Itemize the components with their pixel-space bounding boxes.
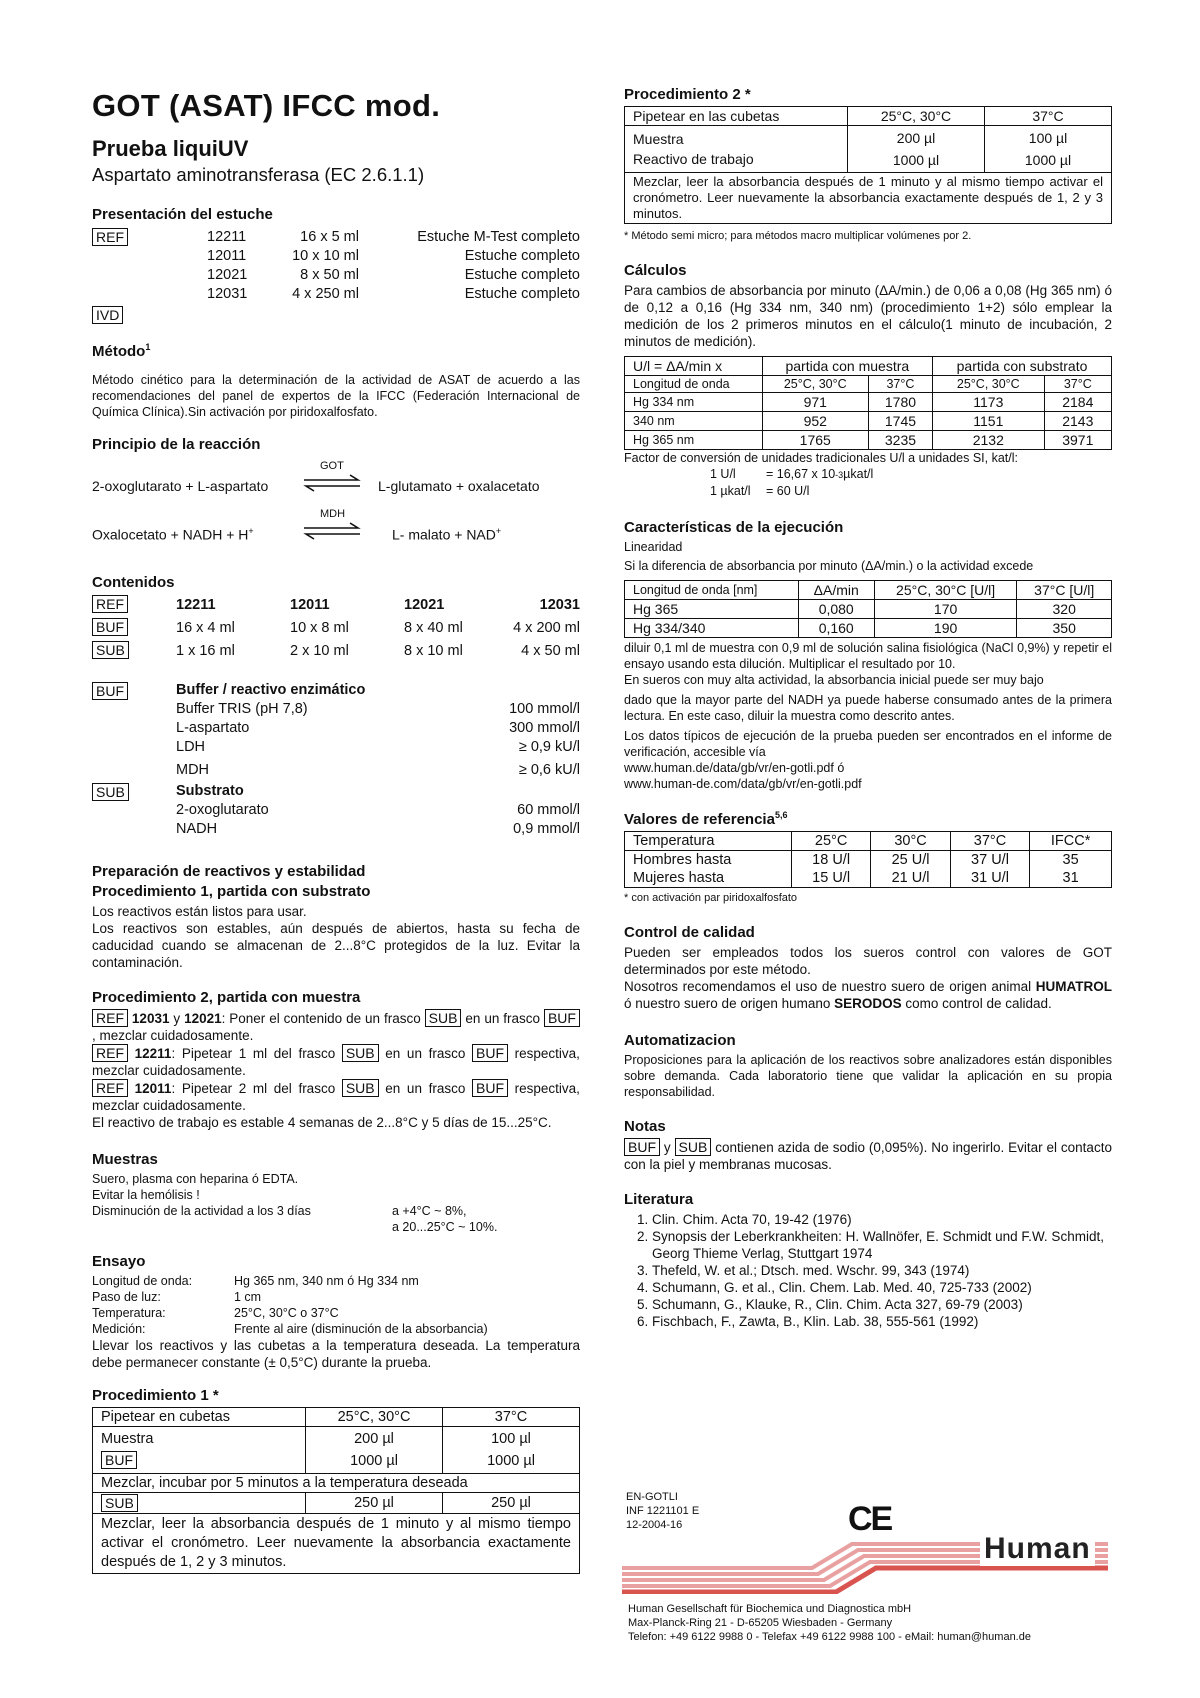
buf-box: BUF [544, 1009, 580, 1027]
cell: 12011 [290, 596, 330, 613]
value: 100 µl [491, 1430, 531, 1447]
buf-title: Buffer / reactivo enzimático [176, 681, 366, 698]
kit-desc: Estuche completo [464, 285, 580, 302]
code: 12011 [134, 1080, 172, 1096]
presentacion-rows [207, 228, 580, 304]
unit: µkat/l [843, 467, 874, 481]
product: HUMATROL [1035, 979, 1112, 994]
th: Temperatura [625, 832, 792, 851]
doc-code: 12-2004-16 [626, 1519, 683, 1531]
th: partida con muestra [762, 357, 932, 376]
url-link[interactable]: www.human-de.com/data/gb/vr/en-gotli.pdf [624, 777, 862, 791]
value: 200 µl [896, 130, 936, 146]
preparacion-heading: Preparación de reactivos y estabilidad [92, 862, 366, 880]
value: 100 µl [1028, 130, 1068, 146]
buf-box: BUF [472, 1079, 508, 1097]
sub-box: SUB [92, 641, 129, 659]
sub-box: SUB [425, 1009, 462, 1027]
address-line: Telefon: +49 6122 9988 0 - Telefax +49 6122 9988 100 - eMail: human@human.de [628, 1631, 1031, 1643]
sub-box: SUB [342, 1044, 379, 1062]
kit-qty: 16 x 5 ml [300, 228, 359, 245]
text: Nosotros recomendamos el uso de nuestro suero de origen animal [624, 979, 1036, 994]
td: 3971 [1044, 431, 1111, 450]
td: 15 U/l [791, 869, 870, 888]
kit-code: 12021 [207, 266, 248, 283]
code: 12021 [184, 1010, 222, 1026]
list-item: 4. Schumann, G. et al., Clin. Chem. Lab. Med. 40, 725-733 (2002) [652, 1279, 1112, 1296]
cell: 10 x 8 ml [290, 619, 349, 636]
td: 1765 [762, 431, 868, 450]
text: en un frasco [385, 1080, 466, 1096]
text: y [173, 1010, 181, 1026]
td: 1173 [933, 393, 1045, 412]
th: Pipetear en cubetas [93, 1407, 306, 1426]
linearidad-table [624, 580, 1112, 638]
metodo-line2: Internacional de Química Clínica).Sin activación por piridoxalfosfato. [92, 388, 581, 419]
doc-code: INF 1221101 E [626, 1505, 700, 1517]
buf-section [92, 681, 580, 780]
reaction2-right-sup: + [495, 525, 502, 536]
reagent-value: 0,9 mmol/l [513, 820, 580, 837]
value: a +4°C ~ 8%, [392, 1203, 467, 1218]
ref-box: REF [92, 1079, 128, 1097]
reaction1-enzyme: GOT [320, 459, 344, 472]
reagent-value: 300 mmol/l [509, 719, 580, 736]
control-p1: Pueden ser empleados todos los sueros control con valores de GOT determinados por este método. [624, 945, 1112, 977]
th: 37°C [U/l] [1017, 581, 1112, 600]
buf-box: BUF [101, 1451, 137, 1469]
reagent-name: 2-oxoglutarato [176, 801, 269, 818]
sub-box: SUB [342, 1079, 379, 1097]
td-final: Mezclar, leer la absorbancia después de 1 minuto y al mismo tiempo activar el cronómetro. Leer nuevamente la absorbancia exactamente después de 1, 2 y 3 minutos. [625, 173, 1112, 224]
sup: -3 [835, 470, 844, 480]
equilibrium-arrow-icon [302, 474, 362, 492]
td: 35 [1030, 851, 1112, 870]
list-item: 2. Synopsis der Leberkrankheiten: H. Wallnöfer, E. Schmidt und F.W. Schmidt, Georg Thieme Verlag, Stuttgart 1974 [652, 1228, 1112, 1262]
td: 340 nm [625, 412, 763, 431]
kit-desc: Estuche completo [464, 247, 580, 264]
url-link[interactable]: www.human.de/data/gb/vr/en-gotli.pdf ó [624, 761, 845, 775]
label: Temperatura: [92, 1305, 166, 1320]
left-column [92, 88, 580, 1574]
preparacion-heading2: Procedimiento 1, partida con substrato [92, 882, 371, 900]
preparacion-p2: Los reactivos son estables, aún después de abiertos, hasta su fecha de caducidad cuando se almacenan de 2...8°C protegidos de la luz. Evitar la contaminación. [92, 920, 580, 970]
th: 37°C [950, 832, 1029, 851]
td: 1780 [868, 393, 932, 412]
td: Hg 334/340 [625, 619, 799, 638]
td: 1151 [933, 412, 1045, 431]
cell: 12031 [539, 596, 580, 613]
referencia-note: * con activación par piridoxalfosfato [624, 892, 798, 904]
text: respectiva, mezclar cuidadosamente. [92, 1045, 580, 1078]
text: ó nuestro suero de origen humano [624, 996, 835, 1011]
value: 1000 µl [892, 152, 940, 168]
td: 18 U/l [791, 851, 870, 870]
value: 1 cm [234, 1289, 262, 1304]
metodo-line1: Método cinético para la determinación de la actividad de ASAT de acuerdo a [92, 372, 558, 387]
code: 12211 [134, 1045, 172, 1061]
kit-qty: 4 x 250 ml [292, 285, 359, 302]
td-cell: 250 µl [443, 1492, 580, 1513]
td-cell [443, 1426, 580, 1473]
td: 190 [874, 619, 1017, 638]
factor-table [624, 356, 1112, 450]
presentacion-heading: Presentación del estuche [92, 205, 273, 223]
label: Medición: [92, 1321, 146, 1336]
proc2-table-heading: Procedimiento 2 * [624, 86, 751, 103]
automatizacion-heading: Automatizacion [624, 1032, 736, 1049]
td: 0,160 [798, 619, 874, 638]
caract-p1: Si la diferencia de absorbancia por minuto (ΔA/min.) o la actividad excede [624, 559, 1034, 573]
list-item: 5. Schumann, G., Klauke, R., Clin. Chim. Acta 327, 69-79 (2003) [652, 1296, 1112, 1313]
td-cell [306, 1426, 443, 1473]
reaction2-enzyme: MDH [320, 507, 346, 520]
th: partida con substrato [933, 357, 1112, 376]
cell: 1 x 16 ml [176, 642, 235, 659]
buf-box: BUF [92, 618, 128, 636]
ensayo-p: Llevar los reactivos y las cubetas a la temperatura deseada. La temperatura debe permanecer constante (± 0,5°C) durante la prueba. [92, 1337, 580, 1370]
proc2-heading: Procedimiento 2, partida con muestra [92, 988, 361, 1006]
th: ΔA/min [798, 581, 874, 600]
value: Hg 365 nm, 340 nm ó Hg 334 nm [234, 1273, 419, 1288]
human-logo: Human [980, 1532, 1095, 1566]
calculos-heading: Cálculos [624, 262, 687, 279]
product: SERODOS [834, 996, 902, 1011]
th: Longitud de onda [625, 376, 763, 393]
th: 25°C, 30°C [U/l] [874, 581, 1017, 600]
metodo-sup: 1 [145, 341, 151, 352]
referencia-heading [624, 810, 1112, 828]
proc2-table [624, 106, 1112, 224]
cell: 8 x 10 ml [404, 642, 463, 659]
cell: 8 x 40 ml [404, 619, 463, 636]
proc2-line2 [92, 1044, 580, 1079]
ce-mark: CE [848, 1500, 892, 1538]
td-cell [985, 126, 1112, 173]
kit-qty: 10 x 10 ml [292, 247, 359, 264]
value: 1000 µl [487, 1452, 535, 1469]
footer-codes [626, 1490, 699, 1532]
contenidos-table [92, 594, 580, 663]
td: 952 [762, 412, 868, 431]
kit-qty: 8 x 50 ml [300, 266, 359, 283]
proc2-line1 [92, 1009, 580, 1044]
reaction-block [92, 456, 580, 554]
sub-box: SUB [101, 1494, 138, 1512]
sub-box: SUB [92, 783, 129, 801]
calculos-p: Para cambios de absorbancia por minuto (ΔA/min.) de 0,06 a 0,08 (Hg 365 nm) ó de 0,12 a 0,16 (Hg 334 nm, 340 nm) (procedimiento 1+2) sólo emplear la medición de los 2 primeros minutos en el cálculo(1 minuto de incubación, 2 minutos de medición). [624, 283, 1112, 349]
metodo-text [92, 372, 580, 420]
reaction1-left: 2-oxoglutarato + L-aspartato [92, 477, 269, 494]
cell: 2 x 10 ml [290, 642, 349, 659]
automatizacion-p: Proposiciones para la aplicación de los reactivos sobre analizadores están disponibles sobre demanda. Cada laboratorio tiene que validar la aplicación en su propia responsabilidad. [624, 1053, 1112, 1099]
td: 31 [1030, 869, 1112, 888]
caract-p4: dado que la mayor parte del NADH ya puede haberse consumado antes de la primera lectura. En este caso, diluir la muestra como descrito antes. [624, 693, 1112, 723]
code: 12031 [131, 1010, 170, 1026]
td: Hg 334 nm [625, 393, 763, 412]
text: como control de calidad. [901, 996, 1052, 1011]
td-cell: 250 µl [306, 1492, 443, 1513]
th: 25°C [791, 832, 870, 851]
sub-title: Substrato [176, 782, 244, 799]
reagent-value: 60 mmol/l [517, 801, 580, 818]
text: en un frasco [385, 1045, 466, 1061]
contenidos-heading: Contenidos [92, 573, 175, 591]
cell: 4 x 200 ml [513, 619, 580, 636]
cell: 4 x 50 ml [521, 642, 580, 659]
buf-box: BUF [624, 1138, 660, 1156]
ref-box: REF [92, 1009, 128, 1027]
muestras-l2: Evitar la hemólisis ! [92, 1187, 200, 1202]
metodo-title: Método [92, 342, 146, 360]
sub-box: SUB [675, 1138, 712, 1156]
text: : Pipetear 1 ml del frasco [171, 1045, 336, 1061]
reaction2-left-text: Oxalocetato + NADH + H [92, 526, 249, 543]
sub-section [92, 782, 580, 839]
label: Muestra [633, 131, 684, 147]
th: 37°C [868, 376, 932, 393]
control-heading: Control de calidad [624, 924, 755, 941]
control-p2 [624, 978, 1112, 1012]
th: 37°C [1044, 376, 1111, 393]
cell: 12021 [404, 596, 445, 613]
list-item: 3. Thefeld, W. et al.; Dtsch. med. Wschr. 99, 343 (1974) [652, 1262, 1112, 1279]
reagent-name: Buffer TRIS (pH 7,8) [176, 700, 308, 717]
label: 1 µkat/l [710, 484, 751, 498]
td: 2143 [1044, 412, 1111, 431]
text: , mezclar cuidadosamente. [92, 1027, 254, 1043]
caract-p2: diluir 0,1 ml de muestra con 0,9 ml de solución salina fisiológica (NaCl 0,9%) y repetir el ensayo usando esta dilución. Multiplicar el resultado por 10. [624, 641, 1112, 671]
right-column [624, 86, 1112, 1330]
label: Paso de luz: [92, 1289, 161, 1304]
title: Valores de referencia [624, 811, 775, 828]
page-title: GOT (ASAT) IFCC mod. [92, 88, 441, 123]
referencia-table [624, 831, 1112, 888]
td-cell [93, 1426, 306, 1473]
preparacion-p1: Los reactivos están listos para usar. [92, 903, 307, 919]
td: 1745 [868, 412, 932, 431]
th: 25°C, 30°C [762, 376, 868, 393]
value: = 16,67 x 10 [766, 467, 836, 481]
list-item: 6. Fischbach, F., Zawta, B., Klin. Lab. 38, 555-561 (1992) [652, 1313, 1112, 1330]
cell: 12211 [176, 596, 216, 613]
subtitle-enzyme: Aspartato aminotransferasa (EC 2.6.1.1) [92, 163, 425, 185]
literatura-list [624, 1211, 1112, 1330]
presentacion-list [92, 226, 580, 336]
equilibrium-arrow-icon [302, 522, 362, 540]
proc1-heading: Procedimiento 1 * [92, 1386, 219, 1404]
metodo-line1b: las recomendaciones del panel de expertos de la IFCC (Federación [92, 372, 580, 403]
th: 37°C [985, 107, 1112, 126]
kit-code: 12031 [207, 285, 248, 302]
proc1-table [92, 1407, 580, 1574]
value: Frente al aire (disminución de la absorbancia) [234, 1321, 488, 1336]
value: 25°C, 30°C o 37°C [234, 1305, 339, 1320]
cell: 16 x 4 ml [176, 619, 235, 636]
td: 31 U/l [950, 869, 1029, 888]
reagent-name: MDH [176, 761, 210, 778]
td: Hg 365 [625, 600, 799, 619]
conv-text: Factor de conversión de unidades tradicionales U/l a unidades SI, kat/l: [624, 451, 1018, 465]
subtitle: Prueba liquiUV [92, 135, 249, 161]
proc2-note: * Método semi micro; para métodos macro multiplicar volúmenes por 2. [624, 230, 972, 242]
muestras-heading: Muestras [92, 1150, 158, 1168]
td: Hg 365 nm [625, 431, 763, 450]
ensayo-heading: Ensayo [92, 1252, 146, 1270]
text: y [663, 1140, 671, 1155]
td-mix: Mezclar, incubar por 5 minutos a la temperatura deseada [93, 1473, 580, 1492]
td: 37 U/l [950, 851, 1029, 870]
label: Reactivo de trabajo [633, 151, 754, 167]
reagent-value: 100 mmol/l [509, 700, 580, 717]
td-cell [625, 126, 848, 173]
caracteristicas-heading: Características de la ejecución [624, 519, 844, 536]
td-cell [848, 126, 985, 173]
reagent-value: ≥ 0,6 kU/l [518, 761, 580, 778]
td: 2184 [1044, 393, 1111, 412]
value: 1000 µl [1024, 152, 1072, 168]
ref-box: REF [92, 595, 128, 613]
conv-row2 [624, 483, 1112, 499]
linearidad: Linearidad [624, 540, 683, 554]
value: 1000 µl [350, 1452, 398, 1469]
th: 30°C [871, 832, 950, 851]
text: Disminución de la actividad a los 3 días [92, 1203, 311, 1218]
td: 2132 [933, 431, 1045, 450]
kit-code: 12211 [207, 228, 247, 245]
value: 200 µl [354, 1430, 394, 1447]
label: Longitud de onda: [92, 1273, 193, 1288]
td: Hombres hasta [625, 851, 792, 870]
notas-heading: Notas [624, 1118, 666, 1135]
address-line: Human Gesellschaft für Biochemica und Diagnostica mbH [628, 1603, 912, 1615]
text: respectiva, mezclar cuidadosamente. [92, 1080, 580, 1113]
td: 3235 [868, 431, 932, 450]
caract-p5: Los datos típicos de ejecución de la prueba pueden ser encontrados en el informe de verificación, accesible vía [624, 729, 1112, 759]
reaction1-right: L-glutamato + oxalacetato [378, 477, 540, 494]
th: Longitud de onda [nm] [625, 581, 799, 600]
buf-box: BUF [92, 682, 128, 700]
muestras-l3 [92, 1203, 580, 1219]
td: 971 [762, 393, 868, 412]
reaction2-left [92, 526, 254, 543]
th: 37°C [443, 1407, 580, 1426]
kit-desc: Estuche completo [464, 266, 580, 283]
list-item: 1. Clin. Chim. Acta 70, 19-42 (1976) [652, 1211, 1112, 1228]
td: 25 U/l [871, 851, 950, 870]
reagent-name: LDH [176, 738, 206, 755]
reaction2-right-text: L- malato + NAD [392, 526, 496, 543]
proc2-line4: El reactivo de trabajo es estable 4 semanas de 2...8°C y 5 días de 15...25°C. [92, 1114, 552, 1130]
reaction2-sup: + [248, 525, 254, 536]
th: U/l = ΔA/min x [625, 357, 763, 376]
text: en un frasco [465, 1010, 541, 1026]
principio-heading: Principio de la reacción [92, 435, 261, 453]
proc2-line3 [92, 1079, 580, 1114]
notas-p [624, 1138, 1112, 1173]
label: Muestra [101, 1430, 154, 1447]
label: 1 U/l [710, 467, 736, 481]
reagent-value: ≥ 0,9 kU/l [518, 738, 580, 755]
td: 350 [1017, 619, 1112, 638]
text: contienen azida de sodio (0,095%). No ingerirlo. Evitar el contacto con la piel y membranas mucosas. [624, 1140, 1112, 1172]
th: 25°C, 30°C [306, 1407, 443, 1426]
value: a 20...25°C ~ 10%. [392, 1219, 498, 1234]
buf-box: BUF [472, 1044, 508, 1062]
td: Mujeres hasta [625, 869, 792, 888]
muestras-l1: Suero, plasma con heparina ó EDTA. [92, 1171, 299, 1186]
address-line: Max-Planck-Ring 21 - D-65205 Wiesbaden - Germany [628, 1617, 893, 1629]
ref-box: REF [92, 228, 128, 246]
th: Pipetear en las cubetas [625, 107, 848, 126]
caract-p3: En sueros con muy alta actividad, la absorbancia inicial puede ser muy bajo [624, 673, 1044, 687]
th: 25°C, 30°C [933, 376, 1045, 393]
td: 0,080 [798, 600, 874, 619]
reagent-name: NADH [176, 820, 218, 837]
metodo-heading [92, 342, 580, 360]
ref-box: REF [92, 1044, 128, 1062]
text: : Pipetear 2 ml del frasco [171, 1080, 336, 1096]
doc-code: EN-GOTLI [626, 1491, 678, 1503]
td: 21 U/l [871, 869, 950, 888]
kit-desc: Estuche M-Test completo [417, 228, 580, 245]
td: 320 [1017, 600, 1112, 619]
td-final: Mezclar, leer la absorbancia después de 1 minuto y al mismo tiempo activar el cronómetro. Leer nuevamente la absorbancia exactamente después de 1, 2 y 3 minutos. [93, 1513, 580, 1573]
kit-code: 12011 [207, 247, 247, 264]
reaction2-right [392, 526, 501, 543]
reagent-name: L-aspartato [176, 719, 250, 736]
th: 25°C, 30°C [848, 107, 985, 126]
conv-row1 [624, 466, 1112, 483]
td-cell [93, 1492, 306, 1513]
ivd-box: IVD [92, 306, 123, 324]
footer-address [628, 1602, 1031, 1644]
sup: 5,6 [774, 810, 788, 820]
ensayo-rows [92, 1273, 580, 1337]
td: 170 [874, 600, 1017, 619]
text: : Poner el contenido de un frasco [221, 1010, 421, 1026]
literatura-heading: Literatura [624, 1191, 694, 1208]
muestras-l4 [92, 1219, 580, 1235]
value: = 60 U/l [766, 484, 810, 498]
th: IFCC* [1030, 832, 1112, 851]
